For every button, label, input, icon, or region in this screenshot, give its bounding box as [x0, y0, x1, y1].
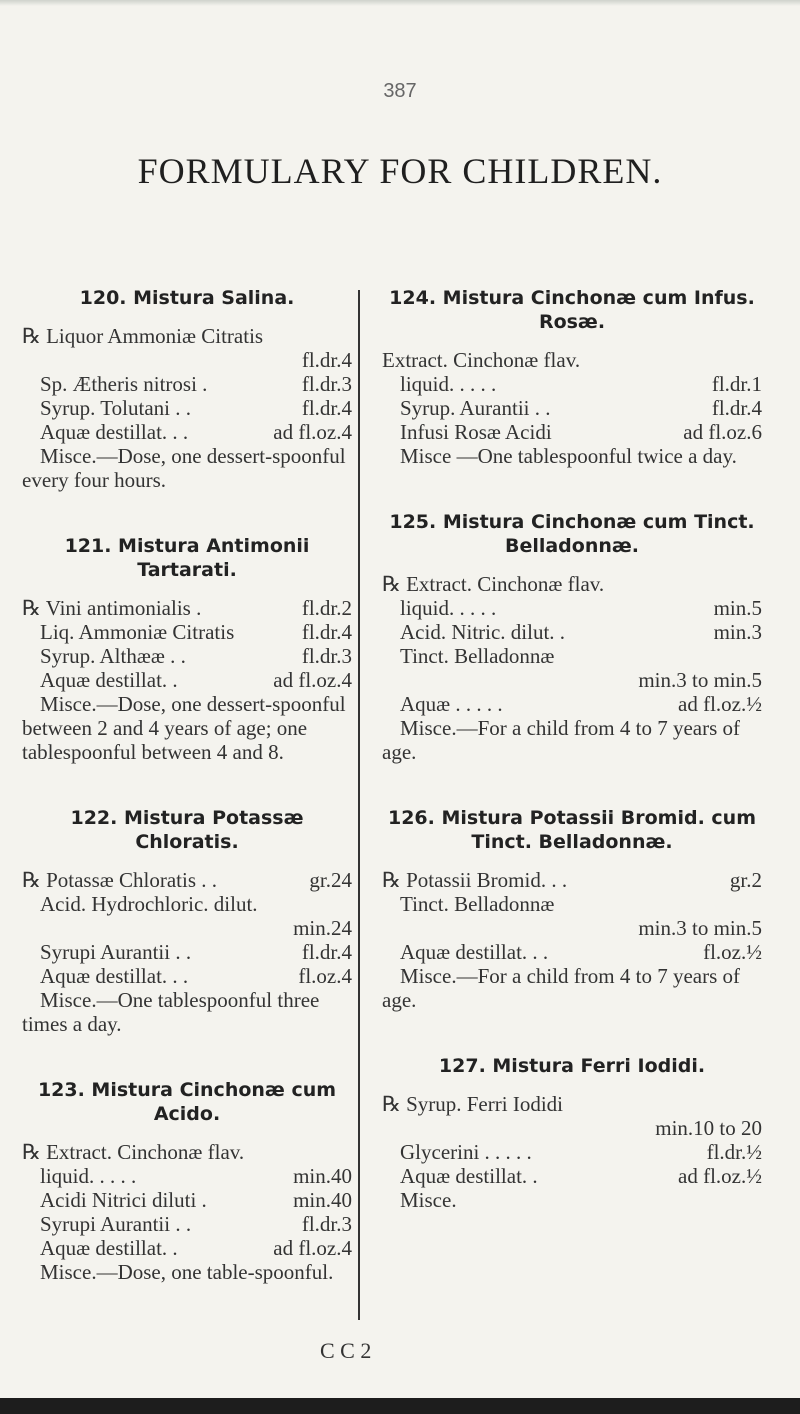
- ingredient-line: [382, 596, 762, 620]
- ingredient-quantity: min.3: [713, 620, 762, 644]
- ingredient-line: [22, 620, 352, 644]
- ingredient-quantity: min.40: [293, 1164, 352, 1188]
- ingredient-name: ℞ Extract. Cinchonæ flav.: [382, 572, 605, 596]
- page-edge: [0, 0, 800, 6]
- page-number: 387: [383, 80, 417, 102]
- ingredient-quantity: gr.24: [309, 868, 352, 892]
- ingredient-line: [382, 892, 762, 916]
- page-title: FORMULARY FOR CHILDREN.: [137, 151, 663, 191]
- ingredient-quantity: ad fl.oz.6: [683, 420, 762, 444]
- ingredient-line: [22, 1188, 352, 1212]
- ingredient-line: [382, 572, 762, 596]
- formula-title: 126. Mistura Potassii Bromid. cum Tinct. Belladonnæ.: [387, 807, 756, 853]
- formula-title: 121. Mistura Antimonii Tartarati.: [64, 535, 310, 581]
- right-column: [382, 286, 762, 1254]
- ingredient-name: Acidi Nitrici diluti .: [40, 1188, 207, 1212]
- ingredient-line: [22, 396, 352, 420]
- ingredient-line: [22, 668, 352, 692]
- ingredient-line: [22, 596, 352, 620]
- ingredient-name: Sp. Ætheris nitrosi .: [40, 372, 208, 396]
- ingredient-name: Tinct. Belladonnæ: [400, 644, 555, 668]
- formula-title: 122. Mistura Potassæ Chloratis.: [70, 807, 304, 853]
- formula-title: 123. Mistura Cinchonæ cum Acido.: [37, 1079, 337, 1125]
- ingredient-quantity: ad fl.oz.4: [273, 1236, 352, 1260]
- ingredient-name: liquid. . . . .: [40, 1164, 137, 1188]
- ingredient-name: Acid. Nitric. dilut. .: [400, 620, 566, 644]
- ingredient-line: [382, 1092, 762, 1116]
- ingredient-name: Acid. Hydrochloric. dilut.: [40, 892, 258, 916]
- ingredient-quantity: min.5: [713, 596, 762, 620]
- ingredient-name: Aquæ destillat. .: [400, 1164, 538, 1188]
- formula-directions: Misce.—Dose, one table-spoonful.: [40, 1260, 334, 1284]
- ingredient-quantity: gr.2: [729, 868, 762, 892]
- ingredient-quantity: min.3 to min.5: [638, 916, 762, 940]
- ingredient-name: Extract. Cinchonæ flav.: [382, 348, 581, 372]
- ingredient-name: Infusi Rosæ Acidi: [400, 420, 552, 444]
- ingredient-line: [22, 644, 352, 668]
- ingredient-line: [22, 1140, 352, 1164]
- left-column: [22, 286, 352, 1326]
- ingredient-name: ℞ Potassii Bromid. . .: [382, 868, 568, 892]
- ingredient-quantity: fl.dr.4: [301, 940, 352, 964]
- formula-title: 120. Mistura Salina.: [79, 287, 295, 309]
- ingredient-line: [22, 1164, 352, 1188]
- ingredient-line: [22, 940, 352, 964]
- ingredient-name: Aquæ destillat. .: [40, 668, 178, 692]
- formula-entry: [382, 806, 762, 1012]
- ingredient-line: [382, 1164, 762, 1188]
- ingredient-line: [22, 348, 352, 372]
- ingredient-name: Glycerini . . . . .: [400, 1140, 532, 1164]
- ingredient-line: [22, 916, 352, 940]
- ingredient-name: Tinct. Belladonnæ: [400, 892, 555, 916]
- ingredient-line: [382, 668, 762, 692]
- ingredient-line: [382, 692, 762, 716]
- ingredient-name: ℞ Potassæ Chloratis . .: [22, 868, 218, 892]
- formula-title: 124. Mistura Cinchonæ cum Infus. Rosæ.: [389, 287, 755, 333]
- ingredient-quantity: ad fl.oz.½: [678, 1164, 762, 1188]
- ingredient-quantity: fl.dr.4: [711, 396, 762, 420]
- ingredient-line: [22, 324, 352, 348]
- formula-entry: [22, 806, 352, 1036]
- ingredient-quantity: fl.oz.½: [703, 940, 762, 964]
- ingredient-quantity: fl.dr.4: [301, 620, 352, 644]
- ingredient-quantity: fl.dr.3: [301, 644, 352, 668]
- ingredient-quantity: min.24: [293, 916, 352, 940]
- ingredient-quantity: ad fl.oz.4: [273, 420, 352, 444]
- ingredient-quantity: min.10 to 20: [655, 1116, 762, 1140]
- ingredient-line: [22, 964, 352, 988]
- ingredient-line: [382, 372, 762, 396]
- ingredient-line: [382, 396, 762, 420]
- ingredient-name: Syrupi Aurantii . .: [40, 1212, 192, 1236]
- ingredient-quantity: fl.dr.1: [711, 372, 762, 396]
- ingredient-line: [22, 868, 352, 892]
- formula-directions: Misce.—Dose, one dessert-spoonful every four hours.: [22, 444, 346, 492]
- ingredient-line: [382, 916, 762, 940]
- formula-directions: Misce.—One tablespoonful three times a day.: [22, 988, 320, 1036]
- ingredient-name: liquid. . . . .: [400, 372, 497, 396]
- formula-title: 125. Mistura Cinchonæ cum Tinct. Belladonnæ.: [389, 511, 755, 557]
- ingredient-line: [382, 1140, 762, 1164]
- ingredient-line: [22, 1236, 352, 1260]
- ingredient-quantity: ad fl.oz.4: [273, 668, 352, 692]
- ingredient-quantity: ad fl.oz.½: [678, 692, 762, 716]
- ingredient-quantity: fl.dr.4: [301, 396, 352, 420]
- ingredient-quantity: min.40: [293, 1188, 352, 1212]
- ingredient-line: [382, 348, 762, 372]
- ingredient-name: Syrup. Tolutani . .: [40, 396, 191, 420]
- formula-entry: [22, 534, 352, 764]
- ingredient-name: liquid. . . . .: [400, 596, 497, 620]
- formula-entry: [22, 286, 352, 492]
- ingredient-name: ℞ Liquor Ammoniæ Citratis: [22, 324, 264, 348]
- ingredient-line: [22, 1212, 352, 1236]
- ingredient-quantity: fl.oz.4: [298, 964, 352, 988]
- ingredient-name: Aquæ destillat. . .: [40, 964, 189, 988]
- ingredient-name: Aquæ destillat. .: [40, 1236, 178, 1260]
- ingredient-name: ℞ Extract. Cinchonæ flav.: [22, 1140, 245, 1164]
- ingredient-line: [382, 644, 762, 668]
- ingredient-name: Syrupi Aurantii . .: [40, 940, 192, 964]
- page-bottom-edge: [0, 1398, 800, 1414]
- ingredient-name: ℞ Syrup. Ferri Iodidi: [382, 1092, 563, 1116]
- ingredient-name: Syrup. Althææ . .: [40, 644, 186, 668]
- formula-entry: [382, 286, 762, 468]
- formula-entry: [382, 1054, 762, 1212]
- ingredient-quantity: min.3 to min.5: [638, 668, 762, 692]
- ingredient-quantity: fl.dr.3: [301, 372, 352, 396]
- formula-directions: Misce.—For a child from 4 to 7 years of age.: [382, 716, 741, 764]
- ingredient-quantity: fl.dr.2: [301, 596, 352, 620]
- ingredient-line: [382, 868, 762, 892]
- ingredient-name: Aquæ destillat. . .: [400, 940, 549, 964]
- ingredient-name: Syrup. Aurantii . .: [400, 396, 551, 420]
- ingredient-line: [382, 940, 762, 964]
- formula-directions: Misce.—Dose, one dessert-spoonful between 2 and 4 years of age; one tablespoonful between 4 and 8.: [22, 692, 346, 764]
- ingredient-name: Aquæ destillat. . .: [40, 420, 189, 444]
- ingredient-line: [22, 420, 352, 444]
- ingredient-quantity: fl.dr.½: [706, 1140, 762, 1164]
- formula-directions: Misce.: [400, 1188, 457, 1212]
- formula-title: 127. Mistura Ferri Iodidi.: [438, 1055, 706, 1077]
- ingredient-quantity: fl.dr.4: [301, 348, 352, 372]
- formula-directions: Misce.—For a child from 4 to 7 years of age.: [382, 964, 741, 1012]
- ingredient-name: Liq. Ammoniæ Citratis: [40, 620, 235, 644]
- formula-entry: [22, 1078, 352, 1284]
- ingredient-name: Aquæ . . . . .: [400, 692, 503, 716]
- ingredient-line: [382, 620, 762, 644]
- ingredient-line: [22, 892, 352, 916]
- ingredient-line: [382, 420, 762, 444]
- ingredient-quantity: fl.dr.3: [301, 1212, 352, 1236]
- ingredient-line: [382, 1116, 762, 1140]
- column-divider: [358, 290, 360, 1320]
- formula-directions: Misce —One tablespoonful twice a day.: [400, 444, 737, 468]
- formula-entry: [382, 510, 762, 764]
- ingredient-name: ℞ Vini antimonialis .: [22, 596, 202, 620]
- ingredient-line: [22, 372, 352, 396]
- signature-mark: C C 2: [320, 1338, 372, 1363]
